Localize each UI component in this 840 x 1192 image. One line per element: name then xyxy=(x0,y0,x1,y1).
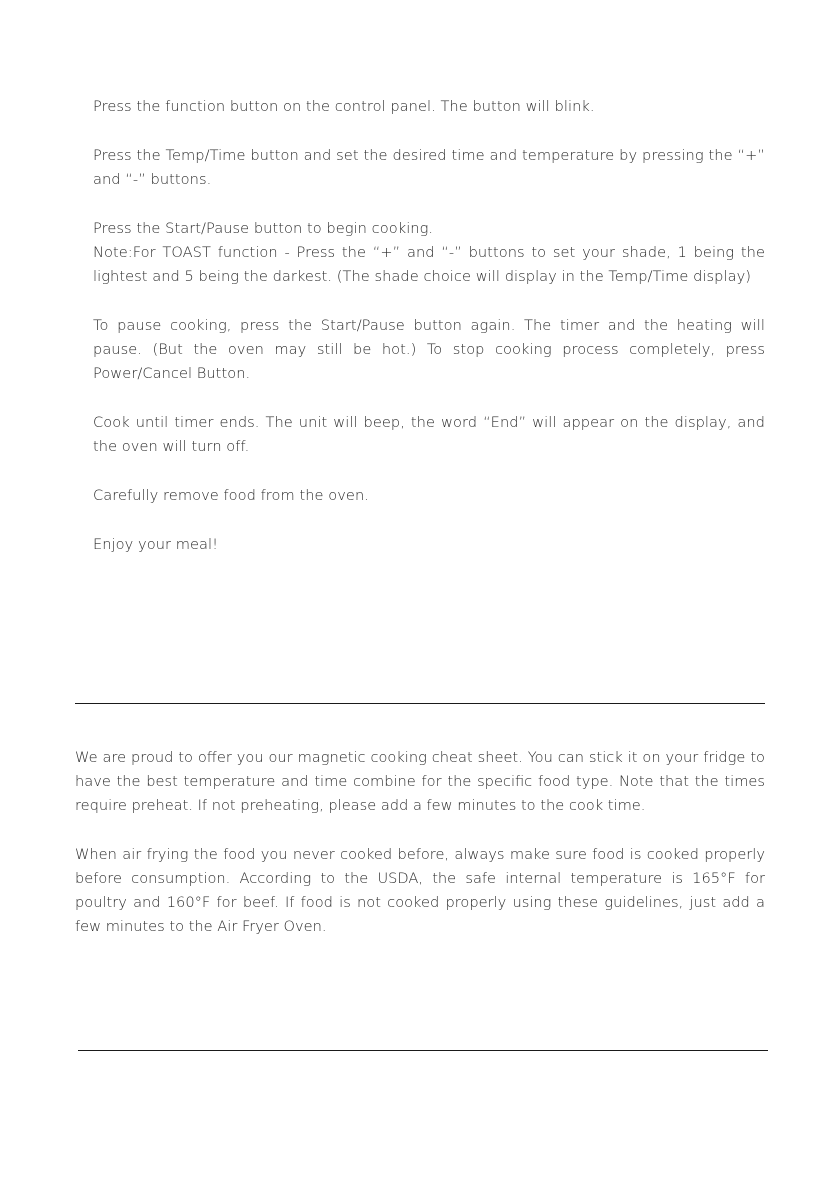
step-text: Press the Temp/Time button and set the desired time and temperature by pressing the “+” and “-” buttons. xyxy=(93,147,765,188)
food-safety-paragraph: When air frying the food you never cooked before, always make sure food is cooked properly before consumption. According to the USDA, the safe internal temperature is 165°F for poultry and 160°F for beef. If food is not cooked properly using these guidelines, just add a few minutes to the Air Fryer Oven. xyxy=(75,846,765,935)
step-pause-cooking xyxy=(93,314,765,386)
step-text: Press the function button on the control panel. The button will blink. xyxy=(93,98,595,115)
step-text: Cook until timer ends. The unit will beep, the word “End” will appear on the display, and the oven will turn off. xyxy=(93,414,765,455)
step-text: Carefully remove food from the oven. xyxy=(93,487,369,504)
step-function-button xyxy=(93,95,765,119)
step-enjoy-meal xyxy=(93,533,765,557)
cheat-sheet-paragraph: We are proud to offer you our magnetic cooking cheat sheet. You can stick it on your fridge to have the best temperature and time combine for the specific food type. Note that the times require preheat. If not preheating, please add a few minutes to the cook time. xyxy=(75,749,765,814)
step-text: Press the Start/Pause button to begin cooking. xyxy=(93,220,434,237)
step-start-pause xyxy=(93,217,765,289)
step-remove-food xyxy=(93,484,765,508)
section-divider-top xyxy=(75,703,765,704)
step-text: Enjoy your meal! xyxy=(93,536,219,553)
step-text: To pause cooking, press the Start/Pause button again. The timer and the heating will pause. (But the oven may still be hot.) To stop cooking process completely, press Power/Cancel Button. xyxy=(93,317,765,382)
cheat-sheet-intro xyxy=(75,746,765,964)
step-timer-ends xyxy=(93,411,765,459)
toast-note: Note:For TOAST function - Press the “+” and “-” buttons to set your shade, 1 being the lightest and 5 being the darkest. (The shade choice will display in the Temp/Time display) xyxy=(93,244,765,285)
step-temp-time xyxy=(93,144,765,192)
section-divider-bottom xyxy=(78,1050,768,1051)
cooking-steps-list xyxy=(93,95,765,582)
